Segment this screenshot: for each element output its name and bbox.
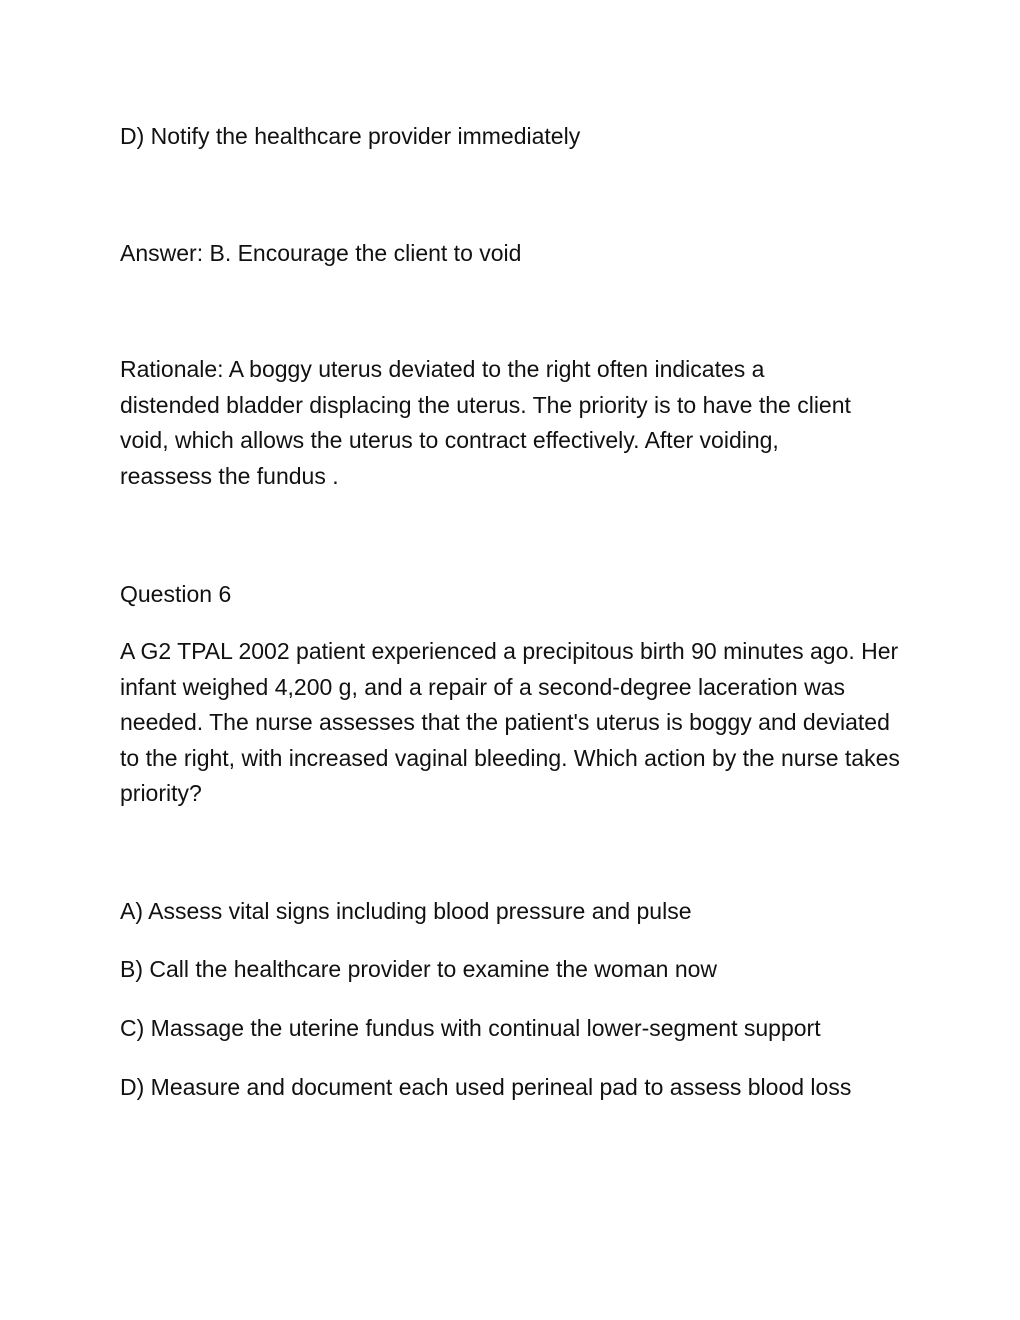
option-a: A) Assess vital signs including blood pressure and pulse (120, 898, 692, 924)
prev-answer: Answer: B. Encourage the client to void (120, 240, 522, 266)
option-d: D) Measure and document each used perineal pad to assess blood loss (120, 1074, 852, 1100)
option-c: C) Massage the uterine fundus with continual lower-segment support (120, 1015, 821, 1041)
prev-rationale: Rationale: A boggy uterus deviated to the right often indicates a distended bladder displacing the uterus. The priority is to have the client void, which allows the uterus to contract effectively. After voiding, reassess the fundus . (120, 356, 851, 489)
question-stem: A G2 TPAL 2002 patient experienced a precipitous birth 90 minutes ago. Her infant weighed 4,200 g, and a repair of a second-degree laceration was needed. The nurse assesses that the patient's uterus is boggy and deviated to the right, with increased vaginal bleeding. Which action by the nurse takes priority? (120, 638, 900, 806)
option-b: B) Call the healthcare provider to examine the woman now (120, 956, 718, 982)
prev-option-d: D) Notify the healthcare provider immediately (120, 123, 581, 149)
question-heading: Question 6 (120, 581, 232, 607)
